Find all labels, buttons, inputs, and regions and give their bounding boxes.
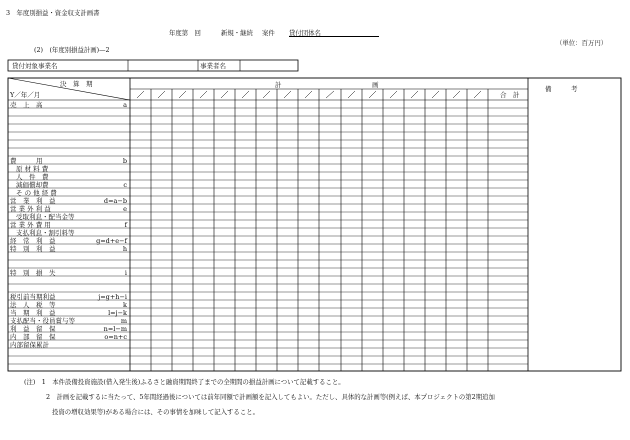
row-formula: j=g+h−i: [98, 292, 127, 301]
borrower-name-label: 貸付団体名: [289, 30, 379, 37]
unit-label: （単位：百万円）: [556, 39, 608, 47]
row-label: 減価償却費: [16, 180, 49, 189]
remarks-label: 備 考: [545, 85, 578, 93]
row-label: 税引前当期利益: [10, 292, 56, 301]
row-label: 原 材 料 費: [16, 164, 49, 173]
row-formula: k: [123, 300, 127, 309]
row-label: 当 期 利 益: [10, 308, 56, 317]
row-label: 営 業 利 益: [10, 196, 56, 205]
row-formula: f: [124, 220, 127, 229]
row-formula: b: [122, 156, 127, 165]
note-2-continued: 投資の増収効果等)がある場合には、その事情を加味して記入すること。: [52, 408, 259, 416]
total-label: 合 計: [500, 91, 520, 99]
row-label: 営 業 外 利 益: [10, 204, 51, 213]
row-formula: c: [123, 180, 127, 189]
row-label: 支払利息・割引料等: [16, 228, 75, 237]
row-label: 人 件 費: [16, 172, 49, 181]
fiscal-year-label: 年度第 回: [169, 29, 201, 37]
new-continuing-label: 新規・継続: [221, 29, 253, 37]
row-label: 売 上 高: [10, 100, 43, 109]
row-formula: i: [124, 268, 127, 277]
row-formula: m: [120, 316, 127, 325]
row-formula: n=l−m: [103, 324, 127, 333]
row-formula: a: [123, 100, 127, 109]
plan-label: 計: [275, 81, 282, 89]
row-label: 経 常 利 益: [10, 236, 56, 245]
row-label: 支払配当・役員賞与等: [10, 316, 75, 325]
row-label: 受取利息・配当金等: [16, 212, 75, 221]
row-label: そ の 他 経 費: [16, 188, 57, 197]
note-1: (注) 1 本件設備投資施設(借入発生後)ふるさと融資期間終了までの全期間の損益計画について記載すること。: [24, 378, 345, 386]
row-label: 特 別 損 失: [10, 268, 56, 277]
section-subtitle: (2) (年度別損益計画)—2: [34, 46, 110, 54]
year-month-label: Y／年／月: [10, 91, 41, 99]
note-2: 2 計画を記載するに当たって、5年間経過後については前年同額で計画額を記入してもよい。ただし、具体的な計画等(例えば、本プロジェクトの第2期追加: [46, 393, 495, 401]
settlement-period-label: 決 算 期: [60, 80, 93, 88]
row-label: 内 部 留 保: [10, 332, 56, 341]
case-label: 案件: [262, 29, 275, 37]
row-formula: h: [122, 244, 127, 253]
row-label: 法 人 税 等: [10, 300, 56, 309]
row-label: 特 別 利 益: [10, 244, 56, 253]
row-formula: g=d+e−f: [96, 236, 127, 245]
row-formula: e: [123, 204, 127, 213]
row-label: 利 益 留 保: [10, 324, 56, 333]
row-formula: l=j−k: [108, 308, 127, 317]
row-label: 費 用: [10, 156, 43, 165]
plan-label-2: 画: [372, 81, 379, 89]
row-label: 営 業 外 費 用: [10, 220, 51, 229]
row-formula: d=a−b: [103, 196, 127, 205]
document-title: 3 年度別損益・資金収支計画書: [6, 9, 100, 17]
row-formula: o=n+c: [104, 332, 127, 341]
business-name-label: 貸付対象事業名: [12, 62, 58, 70]
row-label: 内部留保累計: [10, 340, 49, 349]
operator-label: 事業者名: [200, 62, 226, 70]
